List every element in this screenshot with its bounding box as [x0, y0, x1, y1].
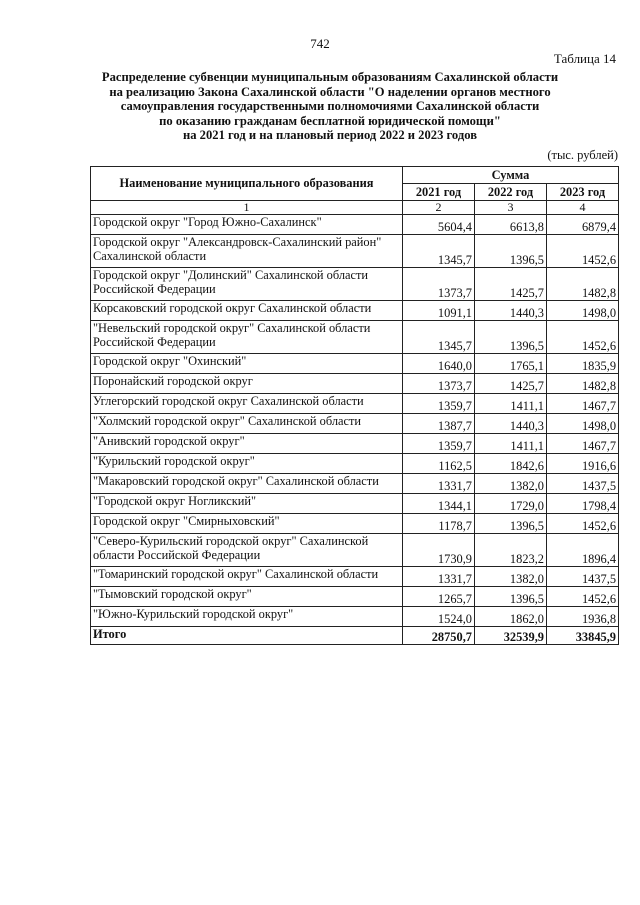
value-2022: 6613,8 — [475, 215, 547, 235]
table-row — [91, 474, 619, 494]
table-row — [91, 587, 619, 607]
value-2023: 1936,8 — [547, 607, 619, 627]
total-row — [91, 627, 619, 645]
value-2022: 1396,5 — [475, 587, 547, 607]
table-row — [91, 394, 619, 414]
value-2023: 1437,5 — [547, 567, 619, 587]
value-2022: 1396,5 — [475, 235, 547, 268]
municipality-name: Корсаковский городской округ Сахалинской области — [91, 301, 403, 321]
title-line: Распределение субвенции муниципальным образованиям Сахалинской области — [101, 70, 559, 84]
municipality-name: Углегорский городской округ Сахалинской области — [91, 394, 403, 414]
title-line: самоуправления государственными полномочиями Сахалинской области — [120, 99, 540, 114]
value-2022: 1382,0 — [475, 474, 547, 494]
value-2022: 1729,0 — [475, 494, 547, 514]
value-2021: 1359,7 — [403, 394, 475, 414]
value-2021: 1344,1 — [403, 494, 475, 514]
document-title — [60, 70, 600, 143]
value-2021: 1091,1 — [403, 301, 475, 321]
table-row — [91, 567, 619, 587]
table-row — [91, 454, 619, 474]
value-2023: 1467,7 — [547, 434, 619, 454]
value-2022: 1862,0 — [475, 607, 547, 627]
value-2023: 1916,6 — [547, 454, 619, 474]
value-2023: 1896,4 — [547, 534, 619, 567]
value-2021: 1387,7 — [403, 414, 475, 434]
municipality-name: "Макаровский городской округ" Сахалинской области — [91, 474, 403, 494]
municipality-name: Городской округ "Александровск-Сахалинский район" Сахалинской области — [91, 235, 403, 268]
value-2022: 1440,3 — [475, 414, 547, 434]
value-2023: 1452,6 — [547, 587, 619, 607]
title-line: на 2021 год и на плановый период 2022 и 2023 годов — [182, 128, 478, 143]
table-row — [91, 321, 619, 354]
municipality-name: Городской округ "Город Южно-Сахалинск" — [91, 215, 403, 235]
value-2023: 1452,6 — [547, 321, 619, 354]
column-number: 1 — [91, 201, 403, 215]
header-year: 2021 год — [403, 184, 475, 201]
value-2021: 1640,0 — [403, 354, 475, 374]
title-line: на реализацию Закона Сахалинской области "О наделении органов местного — [109, 84, 551, 99]
table-row — [91, 354, 619, 374]
value-2023: 1498,0 — [547, 301, 619, 321]
municipality-name: Городской округ "Долинский" Сахалинской области Российской Федерации — [91, 268, 403, 301]
value-2023: 1482,8 — [547, 374, 619, 394]
header-year: 2022 год — [475, 184, 547, 201]
municipality-name: "Холмский городской округ" Сахалинской области — [91, 414, 403, 434]
value-2022: 1823,2 — [475, 534, 547, 567]
subvention-table — [90, 166, 619, 645]
page-number: 742 — [310, 36, 330, 51]
column-number: 4 — [547, 201, 619, 215]
table-row — [91, 374, 619, 394]
value-2021: 1359,7 — [403, 434, 475, 454]
value-2021: 1178,7 — [403, 514, 475, 534]
table-row — [91, 215, 619, 235]
header-name: Наименование муниципального образования — [91, 167, 403, 201]
table-row — [91, 534, 619, 567]
value-2021: 1331,7 — [403, 474, 475, 494]
municipality-name: "Тымовский городской округ" — [91, 587, 403, 607]
municipality-name: "Анивский городской округ" — [91, 434, 403, 454]
municipality-name: Городской округ "Охинский" — [91, 354, 403, 374]
header-sum: Сумма — [403, 167, 619, 184]
value-2022: 1411,1 — [475, 394, 547, 414]
municipality-name: "Курильский городской округ" — [91, 454, 403, 474]
value-2023: 1798,4 — [547, 494, 619, 514]
value-2022: 1765,1 — [475, 354, 547, 374]
total-2023: 33845,9 — [547, 627, 619, 645]
units-label: (тыс. рублей) — [547, 148, 618, 162]
column-number: 2 — [403, 201, 475, 215]
value-2021: 1345,7 — [403, 321, 475, 354]
value-2021: 1331,7 — [403, 567, 475, 587]
value-2022: 1440,3 — [475, 301, 547, 321]
title-line: по оказанию гражданам бесплатной юридической помощи" — [159, 113, 501, 128]
municipality-name: "Северо-Курильский городской округ" Сахалинской области Российской Федерации — [91, 534, 403, 567]
value-2021: 1162,5 — [403, 454, 475, 474]
value-2022: 1425,7 — [475, 374, 547, 394]
value-2023: 1452,6 — [547, 235, 619, 268]
table-row — [91, 268, 619, 301]
table-row — [91, 414, 619, 434]
column-numbers-row — [91, 201, 619, 215]
value-2022: 1382,0 — [475, 567, 547, 587]
table-row — [91, 514, 619, 534]
value-2021: 1373,7 — [403, 374, 475, 394]
value-2021: 1373,7 — [403, 268, 475, 301]
value-2022: 1842,6 — [475, 454, 547, 474]
value-2023: 6879,4 — [547, 215, 619, 235]
table-row — [91, 301, 619, 321]
column-number: 3 — [475, 201, 547, 215]
value-2023: 1437,5 — [547, 474, 619, 494]
municipality-name: "Южно-Курильский городской округ" — [91, 607, 403, 627]
value-2023: 1498,0 — [547, 414, 619, 434]
total-2021: 28750,7 — [403, 627, 475, 645]
value-2021: 1345,7 — [403, 235, 475, 268]
header-year: 2023 год — [547, 184, 619, 201]
value-2022: 1425,7 — [475, 268, 547, 301]
municipality-name: "Городской округ Ногликский" — [91, 494, 403, 514]
value-2022: 1396,5 — [475, 514, 547, 534]
value-2021: 1730,9 — [403, 534, 475, 567]
table-row — [91, 434, 619, 454]
total-label: Итого — [91, 627, 403, 645]
value-2023: 1482,8 — [547, 268, 619, 301]
table-row — [91, 607, 619, 627]
table-row — [91, 494, 619, 514]
value-2021: 1524,0 — [403, 607, 475, 627]
value-2021: 5604,4 — [403, 215, 475, 235]
municipality-name: "Невельский городской округ" Сахалинской области Российской Федерации — [91, 321, 403, 354]
value-2021: 1265,7 — [403, 587, 475, 607]
value-2023: 1835,9 — [547, 354, 619, 374]
table-label: Таблица 14 — [553, 51, 616, 66]
value-2022: 1411,1 — [475, 434, 547, 454]
value-2023: 1467,7 — [547, 394, 619, 414]
value-2022: 1396,5 — [475, 321, 547, 354]
municipality-name: "Томаринский городской округ" Сахалинской области — [91, 567, 403, 587]
municipality-name: Поронайский городской округ — [91, 374, 403, 394]
table-row — [91, 235, 619, 268]
total-2022: 32539,9 — [475, 627, 547, 645]
value-2023: 1452,6 — [547, 514, 619, 534]
municipality-name: Городской округ "Смирныховский" — [91, 514, 403, 534]
